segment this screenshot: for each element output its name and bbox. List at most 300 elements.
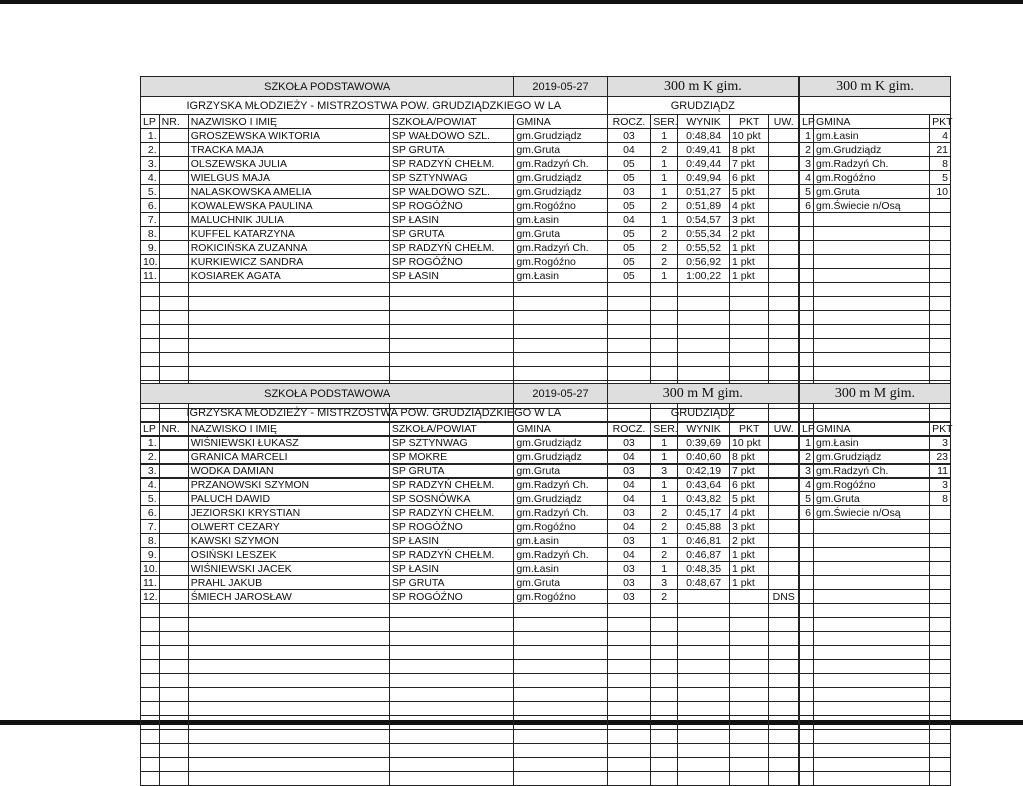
row-lp: 9. [141,548,160,562]
row-pkt: 1 pkt [730,241,769,255]
row-gmina: gm.Rogóźno [514,590,607,604]
row-gmina: gm.Rogóźno [514,199,607,213]
empty-cell [188,604,389,618]
row-lp: 11. [141,269,160,283]
row-nr [159,185,188,199]
empty-cell [799,548,814,562]
row-rocz: 05 [607,241,651,255]
empty-cell [514,716,607,730]
row-pkt: 8 pkt [730,450,769,464]
row-nr [159,143,188,157]
empty-cell [651,325,678,339]
row-lp: 10. [141,255,160,269]
empty-cell [930,646,951,660]
empty-cell [930,576,951,590]
row-wynik: 0:39,69 [678,436,730,450]
row-ser: 3 [651,576,678,590]
empty-cell [607,353,651,367]
row-school: SP WAŁDOWO SZL. [389,129,513,143]
empty-cell [730,618,769,632]
empty-cell [389,660,513,674]
empty-cell [799,353,814,367]
empty-cell [678,618,730,632]
empty-cell [389,674,513,688]
empty-cell [607,283,651,297]
empty-cell [769,339,799,353]
row-lp: 7. [141,520,160,534]
column-header-gmina: GMINA [514,422,607,436]
empty-cell [930,283,951,297]
row-name: PRAHL JAKUB [188,576,389,590]
empty-cell [814,269,930,283]
row-lp: 6. [141,506,160,520]
row-nr [159,576,188,590]
row-pkt: 4 pkt [730,506,769,520]
empty-cell [730,688,769,702]
column-header-uw: UW. [769,115,799,129]
empty-cell [814,367,930,381]
empty-cell [607,744,651,758]
row-uw [769,436,799,450]
row-gmina: gm.Radzyń Ch. [514,241,607,255]
empty-cell [188,716,389,730]
empty-cell [799,227,814,241]
row-name: KAWSKI SZYMON [188,534,389,548]
table-row [141,534,951,548]
summary-lp: 3 [799,157,814,171]
empty-cell [930,269,951,283]
empty-cell [651,353,678,367]
empty-cell [651,632,678,646]
empty-cell [930,758,951,772]
row-school: SP ROGÓŹNO [389,590,513,604]
row-ser: 1 [651,157,678,171]
empty-cell [814,716,930,730]
table-row [141,506,951,520]
row-ser: 1 [651,450,678,464]
empty-cell [814,353,930,367]
row-name: WODKA DAMIAN [188,464,389,478]
empty-cell [188,367,389,381]
empty-cell [799,730,814,744]
row-pkt: 1 pkt [730,576,769,590]
summary-lp: 4 [799,478,814,492]
row-school: SP RADZYŃ CHEŁM. [389,241,513,255]
empty-cell [607,311,651,325]
school-level-label: SZKOŁA PODSTAWOWA [141,77,514,97]
column-header-sum-gmina: GMINA [814,422,930,436]
row-gmina: gm.Rogóźno [514,255,607,269]
table-row [141,129,951,143]
empty-cell [814,325,930,339]
empty-row [141,353,951,367]
row-lp: 1. [141,129,160,143]
row-rocz: 04 [607,492,651,506]
summary-gmina: gm.Świecie n/Osą [814,199,930,213]
empty-cell [514,632,607,646]
empty-cell [769,367,799,381]
summary-lp: 2 [799,450,814,464]
row-nr [159,590,188,604]
empty-row [141,730,951,744]
row-gmina: gm.Gruta [514,143,607,157]
location-label: GRUDZIĄDZ [607,97,799,115]
empty-cell [514,367,607,381]
empty-cell [514,744,607,758]
row-wynik: 0:55,34 [678,227,730,241]
summary-pkt: 8 [930,157,951,171]
empty-cell [769,618,799,632]
summary-spacer [799,404,951,422]
empty-cell [607,702,651,716]
empty-cell [651,297,678,311]
competition-title: IGRZYSKA MŁODZIEŻY - MISTRZOSTWA POW. GRUDZIĄDZKIEGO W LA [141,97,608,115]
row-nr [159,297,188,311]
empty-cell [799,339,814,353]
empty-row [141,297,951,311]
row-school: SP RADZYŃ CHEŁM. [389,548,513,562]
row-name: OLSZEWSKA JULIA [188,157,389,171]
row-uw [769,562,799,576]
row-lp: 3. [141,157,160,171]
table-row [141,255,951,269]
empty-row [141,674,951,688]
row-ser: 2 [651,143,678,157]
empty-cell [799,590,814,604]
empty-cell [930,730,951,744]
empty-cell [930,227,951,241]
empty-cell [188,632,389,646]
row-name: MALUCHNIK JULIA [188,213,389,227]
row-lp: 12. [141,590,160,604]
empty-cell [814,772,930,786]
row-ser: 1 [651,129,678,143]
empty-cell [930,297,951,311]
column-header-pkt: PKT [730,115,769,129]
empty-cell [514,674,607,688]
row-school: SP WAŁDOWO SZL. [389,185,513,199]
row-pkt: 5 pkt [730,492,769,506]
row-ser: 2 [651,227,678,241]
row-nr [159,646,188,660]
empty-row [141,772,951,786]
summary-pkt [930,506,951,520]
date-label: 2019-05-27 [514,77,607,97]
event-title: 300 m K gim. [607,77,799,97]
empty-cell [188,353,389,367]
column-header-wynik: WYNIK [678,115,730,129]
empty-cell [730,283,769,297]
empty-cell [678,772,730,786]
empty-cell [814,674,930,688]
event-title-summary: 300 m K gim. [799,77,951,97]
empty-cell [188,325,389,339]
empty-row [141,604,951,618]
empty-cell [141,339,160,353]
row-gmina: gm.Gruta [514,576,607,590]
empty-cell [814,283,930,297]
row-wynik: 0:46,81 [678,534,730,548]
empty-cell [799,325,814,339]
empty-row [141,646,951,660]
row-name: KOSIAREK AGATA [188,269,389,283]
empty-cell [730,674,769,688]
empty-cell [930,241,951,255]
empty-cell [607,716,651,730]
row-school: SP GRUTA [389,576,513,590]
empty-row [141,688,951,702]
empty-cell [389,646,513,660]
row-pkt: 6 pkt [730,478,769,492]
summary-lp: 1 [799,436,814,450]
row-nr [159,618,188,632]
row-pkt: 10 pkt [730,129,769,143]
row-nr [159,269,188,283]
empty-cell [678,744,730,758]
column-header-name: NAZWISKO I IMIĘ [188,115,389,129]
empty-cell [730,353,769,367]
empty-row [141,702,951,716]
summary-lp: 6 [799,506,814,520]
empty-cell [514,772,607,786]
empty-cell [730,646,769,660]
empty-cell [930,590,951,604]
row-rocz: 03 [607,436,651,450]
empty-cell [141,772,160,786]
row-name: PRZANOWSKI SZYMON [188,478,389,492]
empty-cell [188,339,389,353]
empty-cell [514,604,607,618]
empty-row [141,632,951,646]
empty-cell [814,548,930,562]
empty-cell [678,688,730,702]
row-wynik: 0:51,89 [678,199,730,213]
summary-gmina: gm.Gruta [814,492,930,506]
table-row [141,478,951,492]
empty-cell [141,297,160,311]
empty-cell [769,311,799,325]
empty-cell [799,646,814,660]
empty-cell [769,353,799,367]
empty-row [141,758,951,772]
competition-title: IGRZYSKA MŁODZIEŻY - MISTRZOSTWA POW. GRUDZIĄDZKIEGO W LA [141,404,608,422]
row-gmina: gm.Radzyń Ch. [514,506,607,520]
column-header-sum-pkt: PKT [930,422,951,436]
row-rocz: 03 [607,562,651,576]
empty-cell [514,339,607,353]
table-row [141,185,951,199]
row-nr [159,520,188,534]
table-row [141,199,951,213]
row-pkt: 1 pkt [730,269,769,283]
empty-cell [799,688,814,702]
summary-lp: 2 [799,143,814,157]
row-pkt: 10 pkt [730,436,769,450]
column-header-gmina: GMINA [514,115,607,129]
table-row [141,241,951,255]
summary-lp: 5 [799,492,814,506]
row-ser: 2 [651,590,678,604]
empty-cell [769,702,799,716]
table-row [141,590,951,604]
row-nr [159,367,188,381]
empty-cell [188,688,389,702]
row-lp: 10. [141,562,160,576]
empty-cell [930,688,951,702]
empty-cell [188,311,389,325]
empty-cell [799,758,814,772]
row-nr [159,716,188,730]
empty-cell [188,660,389,674]
summary-lp: 4 [799,171,814,185]
summary-lp: 5 [799,185,814,199]
table-row [141,576,951,590]
row-wynik: 0:48,35 [678,562,730,576]
row-uw [769,185,799,199]
empty-cell [799,283,814,297]
column-header-nr: NR. [159,422,188,436]
table-row [141,548,951,562]
empty-cell [769,297,799,311]
row-wynik: 0:48,67 [678,576,730,590]
row-gmina: gm.Łasin [514,213,607,227]
row-pkt: 7 pkt [730,464,769,478]
summary-pkt: 10 [930,185,951,199]
empty-cell [607,325,651,339]
empty-cell [389,339,513,353]
row-nr [159,632,188,646]
empty-cell [799,604,814,618]
row-gmina: gm.Łasin [514,534,607,548]
row-gmina: gm.Rogóźno [514,520,607,534]
empty-cell [799,311,814,325]
empty-cell [814,702,930,716]
row-lp: 8. [141,534,160,548]
empty-cell [651,283,678,297]
empty-cell [141,730,160,744]
empty-row [141,311,951,325]
empty-cell [814,758,930,772]
empty-cell [141,660,160,674]
row-nr [159,744,188,758]
row-wynik: 0:55,52 [678,241,730,255]
empty-cell [678,311,730,325]
empty-cell [188,674,389,688]
row-uw [769,520,799,534]
empty-cell [730,744,769,758]
empty-cell [814,339,930,353]
empty-cell [799,241,814,255]
summary-pkt [930,199,951,213]
row-uw [769,241,799,255]
empty-row [141,325,951,339]
empty-cell [930,702,951,716]
empty-cell [678,325,730,339]
table-row [141,269,951,283]
empty-cell [730,716,769,730]
empty-cell [799,255,814,269]
column-header-rocz: ROCZ. [607,422,651,436]
summary-pkt: 3 [930,436,951,450]
row-pkt: 8 pkt [730,143,769,157]
row-nr [159,534,188,548]
empty-cell [514,311,607,325]
empty-cell [769,646,799,660]
row-wynik: 0:49,94 [678,171,730,185]
empty-cell [651,758,678,772]
empty-cell [141,604,160,618]
column-header-wynik: WYNIK [678,422,730,436]
row-ser: 1 [651,492,678,506]
empty-cell [607,758,651,772]
row-nr [159,548,188,562]
summary-spacer [799,97,951,115]
row-nr [159,506,188,520]
empty-cell [930,618,951,632]
column-header-lp: LP [141,115,160,129]
row-school: SP MOKRE [389,450,513,464]
empty-cell [799,702,814,716]
row-ser: 1 [651,171,678,185]
column-header-school: SZKOŁA/POWIAT [389,422,513,436]
empty-cell [389,367,513,381]
empty-cell [141,688,160,702]
empty-cell [730,702,769,716]
row-name: KOWALEWSKA PAULINA [188,199,389,213]
empty-cell [389,353,513,367]
empty-cell [389,772,513,786]
empty-cell [814,255,930,269]
empty-cell [389,702,513,716]
results-table-300m-boys [140,383,951,786]
row-pkt: 1 pkt [730,548,769,562]
summary-pkt: 21 [930,143,951,157]
empty-cell [678,604,730,618]
row-pkt: 5 pkt [730,185,769,199]
empty-cell [814,213,930,227]
table-row [141,227,951,241]
row-ser: 1 [651,269,678,283]
row-ser: 2 [651,255,678,269]
row-nr [159,353,188,367]
empty-cell [188,744,389,758]
row-uw [769,478,799,492]
empty-cell [799,562,814,576]
row-rocz: 03 [607,576,651,590]
row-school: SP GRUTA [389,464,513,478]
empty-cell [651,688,678,702]
row-nr [159,478,188,492]
empty-cell [930,632,951,646]
empty-cell [607,646,651,660]
empty-cell [678,339,730,353]
row-name: ROKICIŃSKA ZUZANNA [188,241,389,255]
row-uw [769,492,799,506]
empty-cell [678,674,730,688]
summary-pkt: 8 [930,492,951,506]
empty-cell [141,325,160,339]
scan-edge-top [0,0,1023,4]
row-nr [159,283,188,297]
empty-cell [930,716,951,730]
row-nr [159,157,188,171]
row-lp: 7. [141,213,160,227]
row-uw [769,534,799,548]
row-uw [769,199,799,213]
summary-gmina: gm.Grudziądz [814,143,930,157]
column-header-pkt: PKT [730,422,769,436]
summary-gmina: gm.Grudziądz [814,450,930,464]
